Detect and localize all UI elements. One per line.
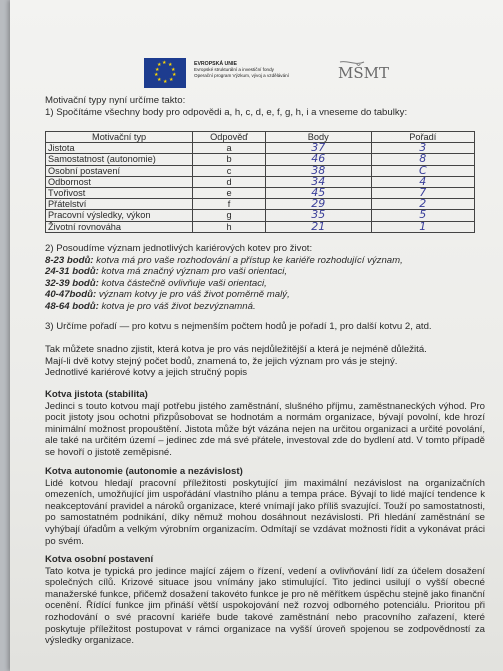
table-row — [46, 143, 475, 154]
eu-program: Operační program Výzkum, vývoj a vzdělávání — [194, 73, 289, 78]
cell-rank: C — [371, 165, 474, 176]
eu-fund: Evropské strukturální a investiční fondy — [194, 67, 274, 72]
ranking-instruction — [45, 321, 485, 333]
section-title: Kotva autonomie (autonomie a nezávislost) — [45, 466, 243, 477]
document-page — [10, 0, 503, 671]
evaluation-item: 8-23 bodů: kotva má pro vaše rozhodování a přístup ke kariéře rozhodující význam, — [45, 254, 403, 266]
intro-line-1: Motivační typy nyní určíme takto: — [45, 95, 186, 106]
table-row — [46, 176, 475, 187]
ministry-logo-text: MŠMT — [338, 64, 389, 82]
section-autonomy — [45, 466, 485, 547]
section-status — [45, 554, 485, 647]
summary-line-2: Mají-li dvě kotvy stejný počet bodů, znamená to, že jejich význam pro vás je stejný. — [45, 355, 398, 367]
cell-answer: e — [193, 187, 266, 198]
cell-type: Osobní postavení — [46, 165, 193, 176]
cell-points: 37 — [265, 143, 371, 154]
table-row — [46, 221, 475, 232]
table-row — [46, 210, 475, 221]
cell-rank: 7 — [371, 187, 474, 198]
evaluation-section — [45, 243, 485, 313]
intro — [45, 95, 485, 118]
evaluation-item: 24-31 bodů: kotva má značný význam pro vaši orientaci, — [45, 266, 288, 278]
table-header-row — [46, 132, 475, 143]
summary-line-1: Tak můžete snadno zjistit, která kotva je pro vás nejdůležitější a která je nejméně důležitá. — [45, 344, 427, 355]
cell-type: Odbornost — [46, 176, 193, 187]
header-rank: Pořadí — [371, 132, 474, 143]
ranking-line: 3) Určíme pořadí — pro kotvu s nejmenším počtem hodů je pořadí 1, pro další kotvu 2, atd. — [45, 321, 432, 332]
table-row — [46, 187, 475, 198]
header-answer: Odpověď — [193, 132, 266, 143]
eu-flag-icon: ★ ★ ★ ★ ★ ★ ★ ★ ★ ★ — [144, 58, 186, 88]
intro-line-2: 1) Spočítáme všechny body pro odpovědi a, h, c, d, e, f, g, h, i a vneseme do tabulky: — [45, 106, 408, 118]
evaluation-item: 40-47bodů: význam kotvy je pro váš život poměrně malý, — [45, 289, 290, 301]
evaluation-item: 32-39 bodů: kotva částečně ovlivňuje vaši orientaci, — [45, 277, 267, 289]
cell-type: Jistota — [46, 143, 193, 154]
cell-answer: h — [193, 221, 266, 232]
eu-title: EVROPSKÁ UNIE — [194, 61, 237, 67]
table-row — [46, 154, 475, 165]
ministry-logo — [334, 58, 389, 92]
motivation-table — [45, 131, 475, 233]
cell-points: 46 — [265, 154, 371, 165]
cell-rank: 1 — [371, 221, 474, 232]
cell-points: 29 — [265, 199, 371, 210]
summary-line-3: Jednotlivé kariérové kotvy a jejich stručný popis — [45, 367, 248, 379]
section-title: Kotva osobní postavení — [45, 554, 154, 565]
section-title: Kotva jistota (stabilita) — [45, 389, 148, 400]
cell-rank: 8 — [371, 154, 474, 165]
cell-type: Pracovní výsledky, výkon — [46, 210, 193, 221]
cell-type: Životní rovnováha — [46, 221, 193, 232]
cell-points: 45 — [265, 187, 371, 198]
cell-answer: d — [193, 176, 266, 187]
cell-type: Tvořivost — [46, 187, 193, 198]
header-points: Body — [265, 132, 371, 143]
cell-answer: c — [193, 165, 266, 176]
section-text: Jedinci s touto kotvou mají potřebu jistého zaměstnání, slušného příjmu, zaměstnaneckých výhod. Pro pocit jistoty jsou ochotni přizpůsobovat se hodnotám a normám organizace, bývají povolní, kde hrozí minimální možnost propouštění. Jistota může být vázána nejen na určitou organizaci a určité povolání, ale také na určitém území – jedinec zde má své přátele, investoval zde do bydlení atd. V tomto případě se hovoří o jistotě zeměpisné. — [45, 400, 485, 458]
cell-rank: 4 — [371, 176, 474, 187]
table-row — [46, 165, 475, 176]
table-row — [46, 199, 475, 210]
cell-rank: 3 — [371, 143, 474, 154]
eu-program-text — [194, 61, 314, 79]
section-text: Tato kotva je typická pro jedince mající zájem o řízení, vedení a ovlivňování lidí za účelem dosažení společných cílů. Krizové situace jsou vnímány jako stimulující. Tito jedinci usilují o vyšší obecné manažerské funkce, přičemž dosažení takovéto funkce je pro ně měřítkem úspěchu stejně jako finanční ocenění. Řídící funkce jim přináší větší uspokojování než rozvoj odborného potenciálu. Prioritou při rozhodování o své pracovní kariéře bude takové zaměstnání nebo pracovního zařazení, které poskytuje příležitost postupovat v rámci organizace na vyšší úroveň spojenou se zodpovědností za výsledky organizace. — [45, 565, 485, 647]
cell-type: Samostatnost (autonomie) — [46, 154, 193, 165]
cell-answer: a — [193, 143, 266, 154]
cell-rank: 2 — [371, 199, 474, 210]
cell-answer: g — [193, 210, 266, 221]
section-stability — [45, 389, 485, 459]
cell-rank: 5 — [371, 210, 474, 221]
cell-type: Přátelství — [46, 199, 193, 210]
cell-points: 34 — [265, 176, 371, 187]
cell-points: 38 — [265, 165, 371, 176]
header-type: Motivační typ — [46, 132, 193, 143]
evaluation-item: 48-64 bodů: kotva je pro váš život bezvýznamná. — [45, 300, 256, 312]
section-text: Lidé kotvou hledají pracovní příležitosti poskytující jim maximální nezávislost na organizačních omezeních, umožňující jim uspořádání vlastního plánu a tempa práce. Bývají to lidé mající tendence k neakceptování pravidel a nároků organizace, které vnímají jako příliš svazující. Touží po samostatnosti, po samostatném podnikání, díky němuž mohou dosáhnout nezávislosti. Při hledání zaměstnání se vyhýbají úřadům a velkým výrobním organizacím. Odmítají se vzdávat možnosti řídit a vykonávat práci po svém. — [45, 477, 485, 547]
cell-points: 21 — [265, 221, 371, 232]
cell-answer: b — [193, 154, 266, 165]
evaluation-intro: 2) Posoudíme význam jednotlivých kariérových kotev pro život: — [45, 243, 313, 254]
summary — [45, 344, 485, 379]
header-logos — [144, 58, 389, 92]
cell-answer: f — [193, 199, 266, 210]
cell-points: 35 — [265, 210, 371, 221]
